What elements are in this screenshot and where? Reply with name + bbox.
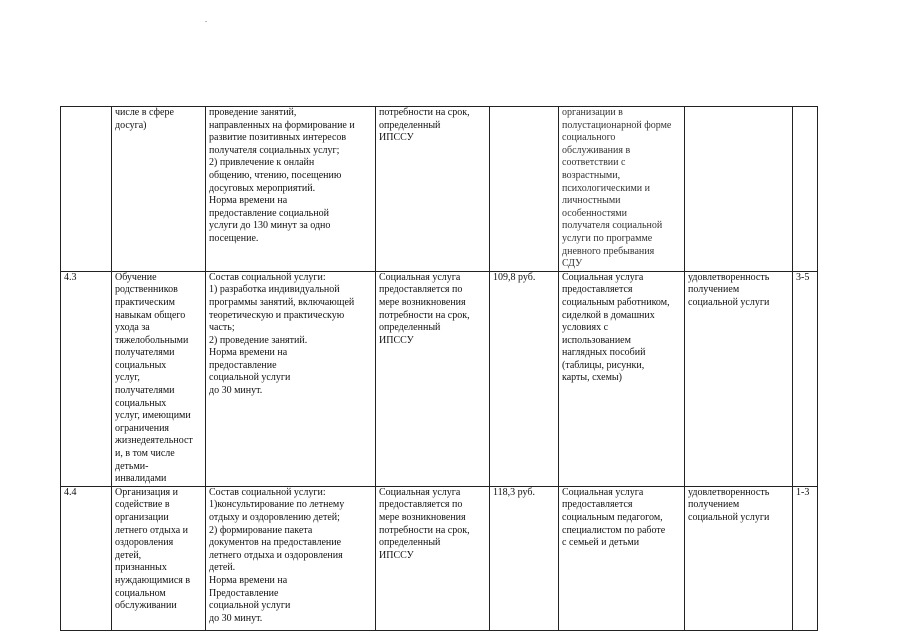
- service-terms-cell: потребности на срок, определенный ИПССУ: [376, 107, 490, 272]
- table-row: [61, 486, 818, 630]
- quality-indicators-cell: [685, 107, 793, 272]
- table-row: [61, 107, 818, 272]
- service-content-cell: Состав социальной услуги: 1)консультирование по летнему отдыху и оздоровлению детей; 2) формирование пакета документов на предоставление летнего отдыха и оздоровления детей. Норма времени на Предоставление социальной услуги до 30 минут.: [206, 486, 376, 630]
- social-services-table: [60, 106, 818, 631]
- scan-speck: [205, 21, 207, 22]
- service-name-cell: числе в сфере досуга): [112, 107, 206, 272]
- row-number-cell: [61, 107, 112, 272]
- service-price-cell: 118,3 руб.: [490, 486, 559, 630]
- row-number-cell: 4.4: [61, 486, 112, 630]
- row-number-cell: 4.3: [61, 271, 112, 486]
- service-price-cell: 109,8 руб.: [490, 271, 559, 486]
- service-name-cell: Обучение родственников практическим навыкам общего ухода за тяжелобольными получателями социальных услуг, получателями социальных услуг, имеющими ограничения жизнедеятельност и, в том числе детьми- инвалидами: [112, 271, 206, 486]
- service-content-cell: проведение занятий, направленных на формирование и развитие позитивных интересов получателя социальных услуг; 2) привлечение к онлайн общению, чтению, посещению досуговых мероприятий. Норма времени на предоставление социальной услуги до 130 минут за одно посещение.: [206, 107, 376, 272]
- score-cell: 3-5: [793, 271, 818, 486]
- service-terms-cell: Социальная услуга предоставляется по мере возникновения потребности на срок, определенный ИПССУ: [376, 486, 490, 630]
- service-conditions-cell: организации в полустационарной форме социального обслуживания в соответствии с возрастными, психологическими и личностными особенностями получателя социальной услуги по программе дневного пребывания СДУ: [559, 107, 685, 272]
- service-price-cell: [490, 107, 559, 272]
- score-cell: [793, 107, 818, 272]
- service-name-cell: Организация и содействие в организации летнего отдыха и оздоровления детей, признанных нуждающимися в социальном обслуживании: [112, 486, 206, 630]
- table-row: [61, 271, 818, 486]
- service-content-cell: Состав социальной услуги: 1) разработка индивидуальной программы занятий, включающей теоретическую и практическую часть; 2) проведение занятий. Норма времени на предоставление социальной услуги до 30 минут.: [206, 271, 376, 486]
- service-conditions-cell: Социальная услуга предоставляется социальным педагогом, специалистом по работе с семьей и детьми: [559, 486, 685, 630]
- quality-indicators-cell: удовлетворенность получением социальной услуги: [685, 486, 793, 630]
- score-cell: 1-3: [793, 486, 818, 630]
- quality-indicators-cell: удовлетворенность получением социальной услуги: [685, 271, 793, 486]
- service-conditions-cell: Социальная услуга предоставляется социальным работником, сиделкой в домашних условиях с использованием наглядных пособий (таблицы, рисунки, карты, схемы): [559, 271, 685, 486]
- service-terms-cell: Социальная услуга предоставляется по мере возникновения потребности на срок, определенный ИПССУ: [376, 271, 490, 486]
